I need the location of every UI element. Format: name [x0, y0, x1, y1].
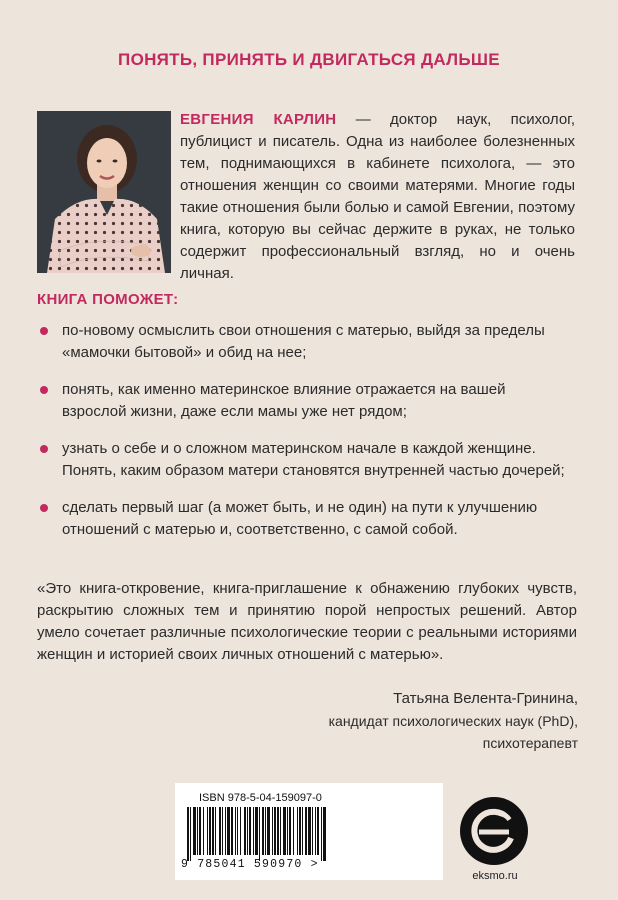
list-item-text: понять, как именно материнское влияние отражается на вашей взрослой жизни, даже если мамы уже нет рядом; [62, 381, 506, 420]
barcode-bar [209, 807, 211, 855]
barcode-panel [175, 783, 443, 880]
section-title-book-helps: КНИГА ПОМОЖЕТ: [37, 291, 179, 308]
barcode-bar [235, 807, 236, 855]
barcode-bar [212, 807, 214, 855]
barcode-bar [199, 807, 201, 855]
barcode-bar [193, 807, 196, 855]
barcode-bar [321, 807, 322, 861]
bullet-icon [40, 445, 48, 453]
list-item [38, 438, 568, 482]
barcode-bar [267, 807, 270, 855]
author-bio-text: — доктор наук, психолог, публицист и писатель. Одна из наиболее болезненных тем, поднимающихся в кабинете психолога, — это отношения женщин со своими матерями. Многие годы такие отношения были болью и самой Евгении, поэтому книга, которую вы сейчас держите в руках, не только содержит профессиональный взгляд, но и очень личная. [180, 111, 575, 282]
author-name: ЕВГЕНИЯ КАРЛИН [180, 111, 337, 128]
barcode-bar [215, 807, 216, 855]
barcode-bar [249, 807, 251, 855]
list-item [38, 379, 568, 423]
barcode-bar [262, 807, 264, 855]
author-photo [37, 111, 171, 273]
barcode-bar [302, 807, 303, 855]
barcode-bar [305, 807, 307, 855]
barcode-bar [265, 807, 266, 855]
quote-attribution [329, 688, 578, 754]
barcode-bar [227, 807, 230, 855]
bullet-icon [40, 504, 48, 512]
barcode-bar [244, 807, 246, 855]
page-title: ПОНЯТЬ, ПРИНЯТЬ И ДВИГАТЬСЯ ДАЛЬШЕ [118, 50, 500, 69]
barcode-bar [197, 807, 198, 855]
barcode-bar [187, 807, 189, 861]
author-bio [180, 109, 575, 285]
barcode-digits: 9 785041 590970 > [181, 858, 319, 871]
quote-author: Татьяна Велента-Гринина, [393, 690, 578, 707]
barcode-bar [289, 807, 291, 855]
barcode-image [183, 807, 435, 861]
barcode-bar [315, 807, 316, 855]
publisher-website: eksmo.ru [472, 870, 518, 882]
barcode-bar [283, 807, 286, 855]
barcode-bar [237, 807, 238, 855]
barcode-bar [287, 807, 288, 855]
benefits-list [38, 320, 568, 556]
barcode-bar [272, 807, 273, 855]
list-item-text: узнать о себе и о сложном материнском начале в каждой женщине. Понять, каким образом матери становятся внутренней частью дочерей; [62, 440, 565, 479]
barcode-bar [280, 807, 281, 855]
barcode-bar [231, 807, 233, 855]
list-item [38, 320, 568, 364]
barcode-bar [207, 807, 208, 855]
list-item-text: сделать первый шаг (а может быть, и не один) на пути к улучшению отношений с матерью и, соответственно, с самой собой. [62, 499, 538, 538]
barcode-bar [240, 807, 241, 855]
list-item-text: по-новому осмыслить свои отношения с матерью, выйдя за пределы «мамочки бытовой» и обид на нее; [62, 322, 545, 361]
quote-author-credentials: кандидат психологических наук (PhD), [328, 713, 578, 729]
barcode-bar [222, 807, 223, 855]
barcode-bar [277, 807, 279, 855]
barcode-bar [308, 807, 311, 855]
barcode-bar [225, 807, 226, 855]
review-quote: «Это книга-откровение, книга-приглашение к обнажению глубоких чувств, раскрытию сложных тем и принятию порой непростых решений. Автор умело сочетает различные психологические теории с реальными историями женщин и историей своих личных отношений с матерью». [37, 580, 577, 663]
barcode-bar [253, 807, 254, 855]
barcode-bar [190, 807, 191, 861]
bullet-icon [40, 327, 48, 335]
barcode-bar [274, 807, 276, 855]
quote-author-profession: психотерапевт [482, 735, 578, 751]
barcode-bar [299, 807, 301, 855]
eksmo-logo-icon [459, 796, 529, 866]
barcode-bar [297, 807, 298, 855]
list-item [38, 497, 568, 541]
barcode-bar [203, 807, 204, 855]
barcode-bar [293, 807, 294, 855]
barcode-bar [312, 807, 313, 855]
isbn-number: ISBN 978-5-04-159097-0 [199, 792, 322, 804]
barcode-bar [317, 807, 319, 855]
barcode-bar [259, 807, 260, 861]
barcode-bar [247, 807, 248, 855]
barcode-bar [323, 807, 326, 861]
barcode-bar [219, 807, 221, 855]
author-portrait-image [37, 111, 171, 273]
barcode-bar [255, 807, 258, 855]
bullet-icon [40, 386, 48, 394]
